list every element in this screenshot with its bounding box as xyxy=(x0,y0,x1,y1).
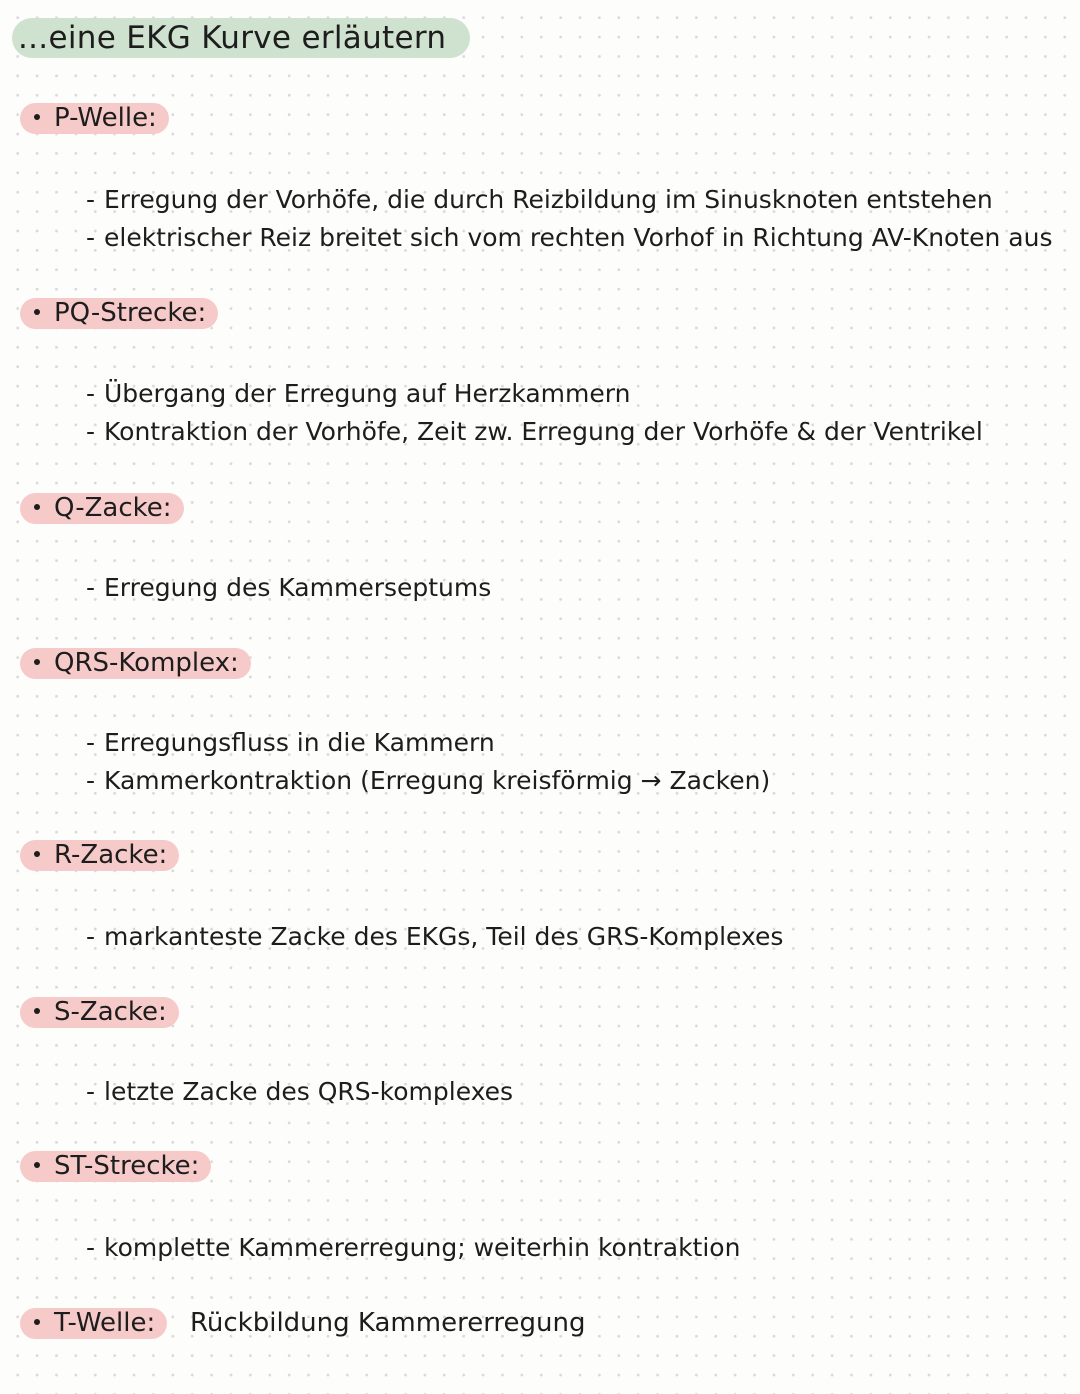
list-item: - elektrischer Reiz breitet sich vom rechten Vorhof in Richtung AV-Knoten aus xyxy=(86,223,1053,252)
bullet-dot-icon xyxy=(34,504,40,510)
list-item: - letzte Zacke des QRS-komplexes xyxy=(86,1077,514,1106)
bullet-dot-icon xyxy=(34,1008,40,1014)
section-heading: QRS-Komplex: xyxy=(20,648,251,679)
bullet-list xyxy=(86,1073,513,1111)
list-item: - komplette Kammererregung; weiterhin kontraktion xyxy=(86,1233,741,1262)
bullet-dot-icon xyxy=(34,659,40,665)
bullet-dot-icon xyxy=(34,1319,40,1325)
section-heading: S-Zacke: xyxy=(20,997,179,1028)
list-item: - Übergang der Erregung auf Herzkammern xyxy=(86,379,631,408)
bullet-dot-icon xyxy=(34,851,40,857)
section-heading: PQ-Strecke: xyxy=(20,298,218,329)
bullet-dot-icon xyxy=(34,1162,40,1168)
bullet-list xyxy=(86,1229,740,1267)
section-heading: T-Welle: xyxy=(20,1308,167,1339)
bullet-list xyxy=(86,181,1053,257)
section-heading: Q-Zacke: xyxy=(20,493,184,524)
bullet-list xyxy=(86,724,770,800)
section-heading: ST-Strecke: xyxy=(20,1151,211,1182)
list-item: - Erregung des Kammerseptums xyxy=(86,573,492,602)
section-heading: R-Zacke: xyxy=(20,840,179,871)
list-item: - Erregungsfluss in die Kammern xyxy=(86,728,495,757)
list-item: - Erregung der Vorhöfe, die durch Reizbildung im Sinusknoten entstehen xyxy=(86,185,993,214)
bullet-list xyxy=(86,375,983,451)
list-item: - markanteste Zacke des EKGs, Teil des GRS-Komplexes xyxy=(86,922,784,951)
bullet-dot-icon xyxy=(34,309,40,315)
bullet-list xyxy=(86,918,783,956)
bullet-list xyxy=(86,569,491,607)
section-heading: P-Welle: xyxy=(20,103,169,134)
list-item: - Kontraktion der Vorhöfe, Zeit zw. Erregung der Vorhöfe & der Ventrikel xyxy=(86,417,983,446)
list-item: - Kammerkontraktion (Erregung kreisförmig → Zacken) xyxy=(86,766,771,795)
bullet-dot-icon xyxy=(34,114,40,120)
page-title: ...eine EKG Kurve erläutern xyxy=(12,18,470,58)
section-inline-text: Rückbildung Kammererregung xyxy=(190,1308,586,1338)
